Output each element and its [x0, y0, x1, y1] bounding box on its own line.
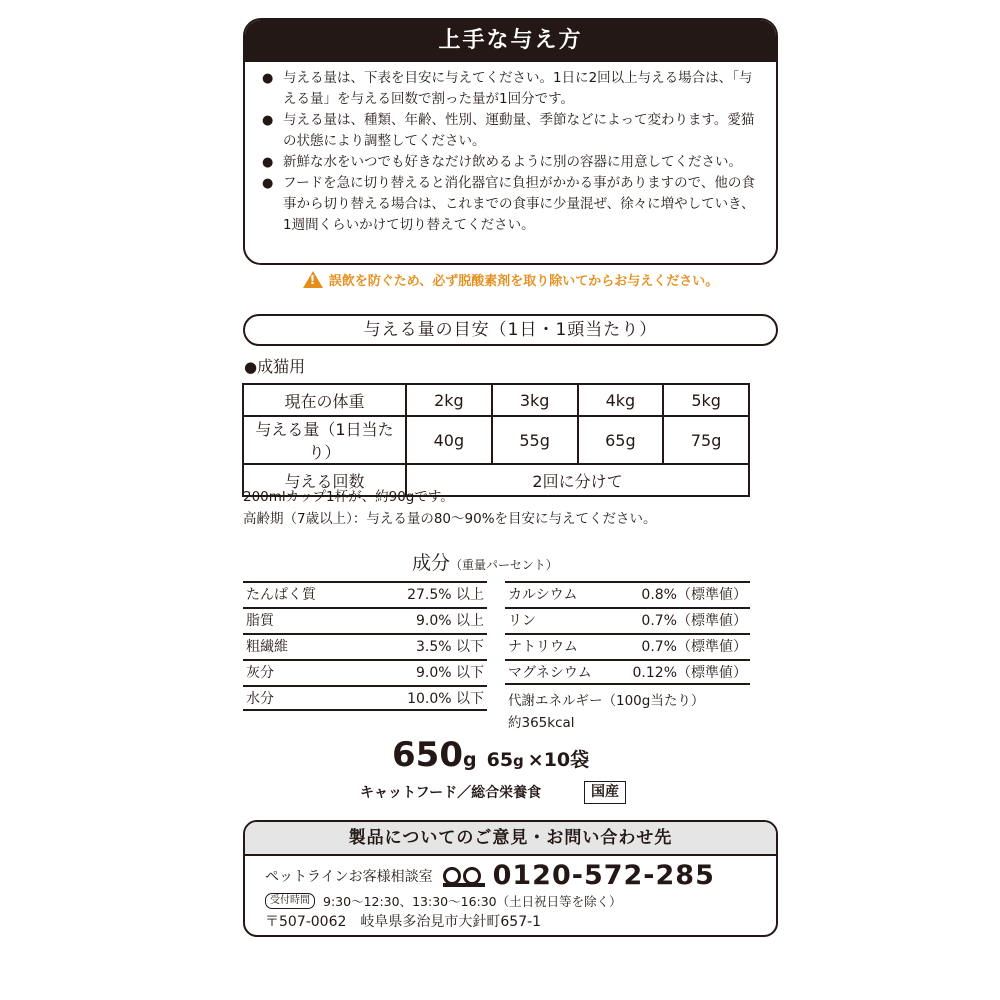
nutrient-value: 9.0% 以上 [415, 613, 484, 629]
bullet-icon: ● [262, 155, 274, 170]
list-item [261, 152, 760, 173]
warning-text: 誤飲を防ぐため、必ず脱酸素剤を取り除いてからお与えください。 [328, 274, 719, 289]
list-item [261, 173, 760, 236]
table-row [505, 659, 750, 685]
cup-note: 200mlカップ1杯が、約90gです。 [243, 489, 454, 505]
nutrient-value: 0.12%（標準値） [632, 665, 747, 681]
table-row [243, 685, 487, 711]
contact-address: 〒507-0062 岐阜県多治見市大針町657-1 [265, 914, 542, 930]
table-row [505, 607, 750, 633]
amount-header-cell: 与える量（1日当たり） [243, 416, 406, 464]
net-weight [392, 733, 589, 783]
list-item [261, 110, 760, 152]
nutrient-value: 0.8%（標準値） [641, 587, 747, 603]
pack-weight-value: 65 [486, 749, 514, 771]
adult-cat-label [244, 355, 305, 379]
instruction-text: 与える量は、下表を目安に与えてください。1日に2回以上与える場合は、「与える量」を与える回数で割った量が1回分です。 [283, 70, 753, 107]
weight-header-cell: 現在の体重 [243, 384, 406, 416]
origin-badge: 国産 [584, 781, 626, 804]
feeding-guide-title: 与える量の目安（1日・1頭当たり） [243, 314, 778, 346]
feeding-instructions-title: 上手な与え方 [245, 20, 776, 62]
pack-count: ×10袋 [527, 749, 590, 771]
nutrient-value: 0.7%（標準値） [641, 639, 747, 655]
feeding-instructions-list [245, 62, 776, 236]
bullet-icon: ● [244, 358, 258, 376]
contact-department: ペットラインお客様相談室 [265, 868, 433, 885]
energy-value: 約365kcal [508, 715, 575, 731]
nutrient-value: 0.7%（標準値） [641, 613, 747, 629]
energy-label: 代謝エネルギー（100g当たり） [508, 693, 705, 709]
feeding-table [242, 383, 750, 497]
free-dial-icon [443, 865, 485, 887]
instruction-text: フードを急に切り替えると消化器官に負担がかかる事がありますので、他の食事から切り替える場合は、これまでの食事に少量混ぜ、徐々に増やしていき、1週間くらいかけて切り替えてください。 [283, 175, 755, 233]
table-row [505, 581, 750, 607]
table-row [243, 659, 487, 685]
contact-title: 製品についてのご意見・お問い合わせ先 [245, 822, 776, 856]
feeding-notes [243, 486, 657, 530]
net-weight-value: 650 [392, 735, 463, 775]
bullet-icon: ● [262, 71, 274, 86]
contact-box [243, 820, 778, 937]
nutrient-name: 灰分 [246, 665, 274, 681]
table-row [243, 416, 749, 464]
contact-hours-line [265, 892, 622, 910]
nutrient-name: マグネシウム [508, 665, 592, 681]
weight-cell: 5kg [663, 384, 749, 416]
instruction-text: 新鮮な水をいつでも好きなだけ飲めるように別の容器に用意してください。 [283, 154, 742, 170]
amount-cell: 75g [663, 416, 749, 464]
nutrient-name: 脂質 [246, 613, 274, 629]
weight-cell: 3kg [492, 384, 578, 416]
phone-number[interactable]: 0120-572-285 [492, 860, 715, 891]
food-type: キャットフード／総合栄養食 [360, 785, 542, 801]
senior-note: 高齢期（7歳以上）：与える量の80〜90%を目安に与えてください。 [243, 511, 657, 527]
nutrient-name: ナトリウム [508, 639, 578, 655]
analysis-subtitle: （重量パーセント） [450, 558, 558, 572]
table-row [243, 607, 487, 633]
contact-phone-line [265, 860, 715, 891]
weight-cell: 2kg [406, 384, 492, 416]
analysis-table-left [243, 581, 487, 711]
table-row [505, 633, 750, 659]
nutrient-name: カルシウム [508, 587, 578, 603]
adult-cat-label-text: 成猫用 [257, 357, 306, 376]
metabolic-energy [508, 690, 704, 734]
amount-cell: 65g [578, 416, 664, 464]
analysis-title-text: 成分 [412, 552, 451, 574]
analysis-title [412, 549, 558, 579]
bullet-icon: ● [262, 176, 274, 191]
net-weight-unit: g [462, 749, 477, 771]
warning-icon [303, 271, 323, 288]
nutrient-value: 10.0% 以下 [407, 691, 484, 707]
nutrient-name: たんぱく質 [246, 587, 316, 603]
instruction-text: 与える量は、種類、年齢、性別、運動量、季節などによって変わります。愛猫の状態により調整してください。 [283, 112, 755, 149]
nutrient-value: 9.0% 以下 [415, 665, 484, 681]
deoxidizer-warning [243, 270, 778, 294]
nutrient-name: リン [508, 613, 536, 629]
table-row [243, 581, 487, 607]
table-row [243, 633, 487, 659]
weight-cell: 4kg [578, 384, 664, 416]
nutrient-name: 粗繊維 [246, 639, 288, 655]
nutrient-value: 27.5% 以上 [407, 587, 484, 603]
hours-text: 9:30〜12:30、13:30〜16:30（土日祝日等を除く） [323, 894, 622, 909]
list-item [261, 68, 760, 110]
nutrient-name: 水分 [246, 691, 274, 707]
analysis-table-right [505, 581, 750, 685]
times-header-cell: 与える回数 [243, 464, 406, 496]
amount-cell: 55g [492, 416, 578, 464]
feeding-instructions-box [243, 18, 778, 265]
table-row [243, 384, 749, 416]
bullet-icon: ● [262, 113, 274, 128]
hours-tag: 受付時間 [265, 893, 315, 909]
amount-cell: 40g [406, 416, 492, 464]
nutrient-value: 3.5% 以下 [415, 639, 484, 655]
pack-weight-unit: g [513, 752, 524, 770]
times-value-cell: 2回に分けて [406, 464, 749, 496]
